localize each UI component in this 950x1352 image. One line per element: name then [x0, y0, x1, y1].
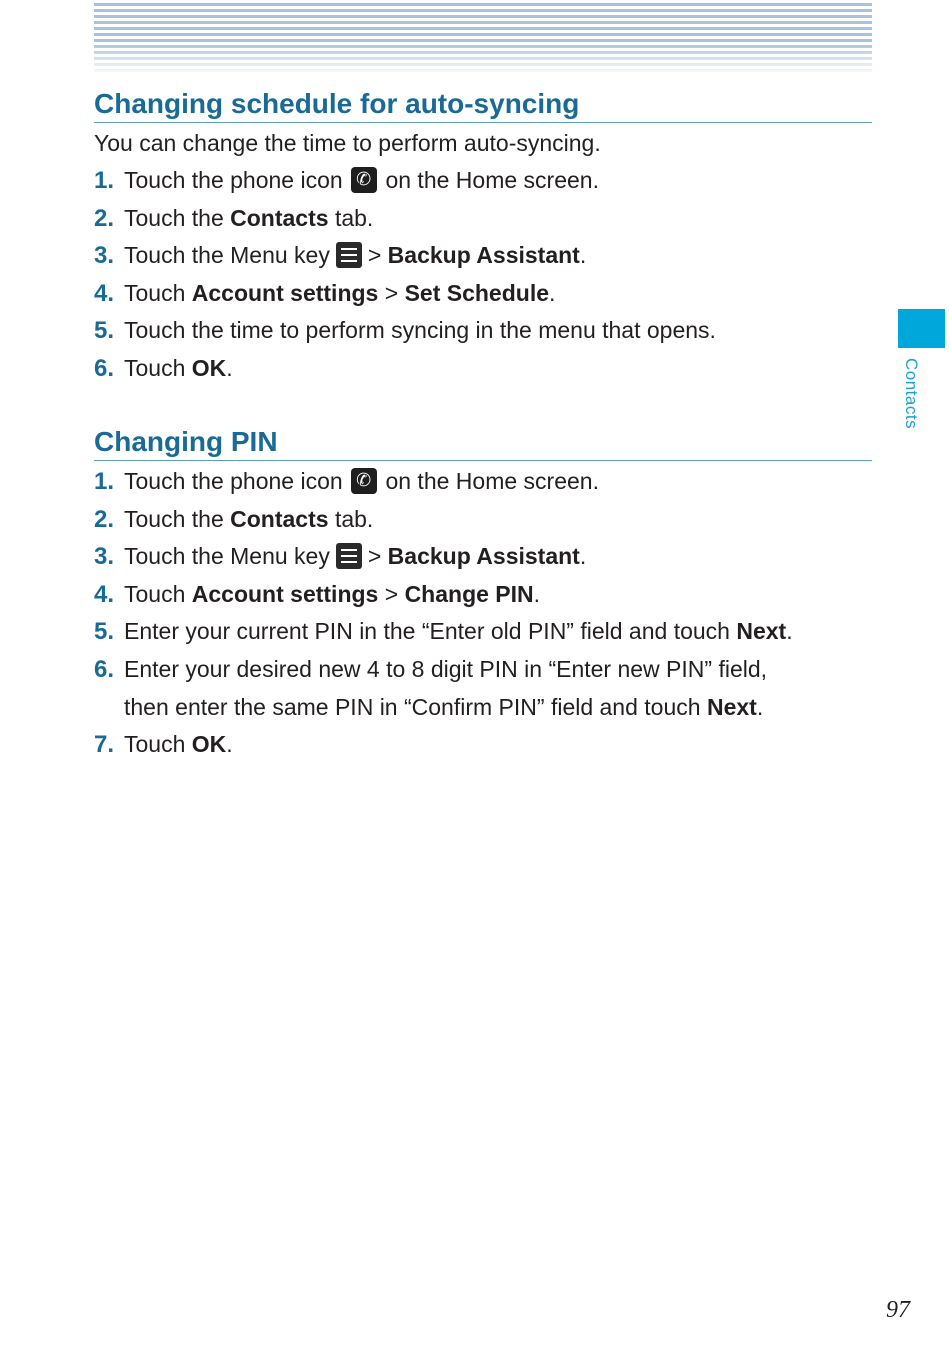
step-number: 2. — [94, 204, 115, 232]
step — [94, 162, 872, 200]
section-intro: You can change the time to perform auto-syncing. — [94, 130, 601, 156]
step — [94, 200, 872, 238]
step-text: . — [549, 279, 556, 306]
step-number: 4. — [94, 279, 115, 307]
step-number: 1. — [94, 167, 115, 194]
step-list — [94, 463, 872, 764]
separator: > — [384, 580, 399, 607]
step-text: Touch the Menu key — [124, 543, 330, 570]
step-text: Touch — [124, 354, 186, 381]
step-text: then enter the same PIN in “Confirm PIN” field and touch — [124, 693, 701, 720]
ui-term: Next — [706, 693, 757, 720]
step — [94, 501, 872, 539]
section-changing-pin — [94, 424, 872, 764]
step — [94, 726, 872, 764]
step — [94, 350, 872, 388]
step-number: 5. — [94, 618, 115, 646]
separator: > — [367, 543, 382, 570]
step-text: Touch the time to perform syncing in the menu that opens. — [124, 317, 716, 344]
phone-icon — [351, 167, 377, 193]
step-text: Touch — [124, 580, 186, 607]
step — [94, 651, 872, 726]
step-text: . — [579, 242, 587, 269]
chapter-tab — [898, 309, 945, 348]
step-number: 7. — [94, 731, 115, 759]
step-number: 3. — [94, 543, 115, 571]
step-text: Touch the phone icon — [124, 167, 343, 193]
ui-term: Backup Assistant — [387, 543, 580, 570]
step-list — [94, 162, 872, 388]
ui-term: Account settings — [191, 580, 379, 607]
step-text: Touch the Menu key — [124, 242, 330, 269]
ui-term: Contacts — [230, 505, 329, 532]
step-text: Touch — [124, 731, 186, 758]
chapter-label: Contacts — [902, 358, 921, 430]
step-text: Enter your current PIN in the “Enter old PIN” field and touch — [124, 618, 730, 645]
section-title: Changing schedule for auto-syncing — [94, 86, 872, 123]
step-text: Touch the — [124, 505, 224, 532]
step-text: tab. — [334, 204, 374, 231]
step-number: 6. — [94, 354, 115, 382]
ui-term: Change PIN — [404, 580, 534, 607]
step-text: Touch — [124, 279, 186, 306]
step-text: . — [226, 354, 233, 381]
ui-term: OK — [191, 354, 227, 381]
ui-term: Set Schedule — [404, 279, 549, 306]
step-text: . — [786, 618, 793, 645]
step-number: 2. — [94, 505, 115, 533]
ui-term: Contacts — [230, 204, 329, 231]
step — [94, 538, 872, 576]
step — [94, 237, 872, 275]
step-number: 6. — [94, 655, 115, 683]
step-text: . — [226, 731, 233, 758]
step-text: . — [756, 693, 764, 720]
separator: > — [367, 242, 382, 269]
step-number: 4. — [94, 580, 115, 608]
step-text: Enter your desired new 4 to 8 digit PIN in “Enter new PIN” field, — [124, 655, 768, 682]
page-number: 97 — [886, 1297, 910, 1323]
step-text: . — [533, 580, 541, 607]
section-title: Changing PIN — [94, 424, 872, 461]
step — [94, 312, 872, 350]
ui-term: Next — [736, 618, 787, 645]
ui-term: Backup Assistant — [387, 242, 580, 269]
menu-key-icon — [336, 543, 362, 569]
menu-key-icon — [336, 242, 362, 268]
step — [94, 275, 872, 313]
ui-term: Account settings — [191, 279, 379, 306]
step — [94, 463, 872, 501]
step-number: 5. — [94, 317, 115, 345]
step-text: on the Home screen. — [385, 468, 599, 494]
step-number: 3. — [94, 242, 115, 270]
step — [94, 576, 872, 614]
step-text: on the Home screen. — [385, 167, 599, 193]
section-auto-sync-schedule — [94, 86, 872, 388]
separator: > — [384, 279, 399, 306]
step-text: Touch the — [124, 204, 224, 231]
step-number: 1. — [94, 468, 115, 495]
header-decoration — [94, 3, 872, 75]
step-text: . — [579, 543, 587, 570]
phone-icon — [351, 468, 377, 494]
ui-term: OK — [191, 731, 227, 758]
step-text: Touch the phone icon — [124, 468, 343, 494]
step-text: tab. — [334, 505, 374, 532]
step — [94, 613, 872, 651]
